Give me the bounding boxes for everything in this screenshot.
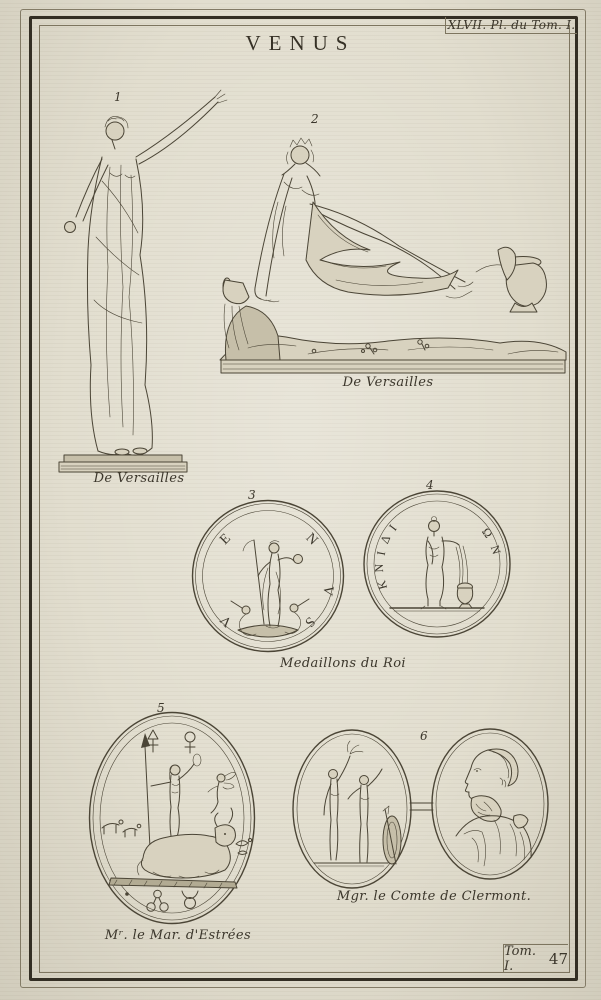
figure-3-number: 3 [248, 488, 256, 502]
left-gem-figures [324, 741, 401, 864]
medallion-rim-letter: N [302, 530, 321, 549]
medallion-rim-letter: V [319, 584, 336, 597]
taurus-glyph-icon [182, 891, 198, 909]
figure-1-artwork [50, 85, 235, 490]
figure-1-caption: De Versailles [93, 471, 185, 486]
medallion-rim-letter: Ω [478, 525, 496, 541]
medallion-rim-letter: Κ [374, 579, 391, 592]
medallions-caption: Medaillons du Roi [280, 656, 406, 671]
bull-figure [137, 808, 235, 878]
figure-6-artwork [288, 724, 552, 890]
trefoil-sigil-icon [147, 890, 168, 911]
figure-2-number: 2 [311, 112, 319, 126]
medallion-rim-letter: S [301, 613, 318, 630]
figure-5-artwork [87, 710, 257, 926]
figure-6-caption: Mgr. le Comte de Clermont. [336, 889, 532, 904]
figure-1-number: 1 [114, 90, 122, 104]
medallion-rim-letter: Ν [487, 543, 504, 557]
figure-3-artwork [190, 498, 346, 654]
figure-6-number: 6 [420, 729, 428, 743]
footer-page-number: 47 [548, 950, 568, 968]
medallion-rim-letter: Δ [377, 533, 394, 546]
figure-4-number: 4 [426, 478, 434, 492]
footer-page-box [503, 944, 568, 973]
medallion-rim-letter: Ν [371, 563, 387, 573]
medallion-rim-letter: Ι [373, 550, 389, 557]
plate-title: VENUS [245, 31, 356, 55]
sceptre-glyph-icon [148, 730, 158, 752]
medallion-rim-letter: Ι [386, 521, 400, 534]
figure-2-caption: De Versailles [342, 375, 434, 390]
figure-2-artwork [218, 110, 568, 375]
medallion-rim-letter: V [217, 611, 236, 630]
cupid-figure [208, 772, 236, 813]
figure-4-artwork [362, 489, 512, 639]
footer-tome-label: Tom. I. [504, 944, 536, 974]
figure-5-caption: Mʳ. le Mar. d'Estrées [104, 928, 252, 943]
plate-reference: XLVII. Pl. du Tom. I. [447, 18, 576, 32]
right-gem-bust [456, 749, 531, 866]
venus-glyph-icon [185, 732, 195, 753]
figure-5-number: 5 [157, 701, 165, 715]
medallion-rim-letter: E [217, 531, 234, 548]
dot-mark-icon [125, 892, 129, 896]
